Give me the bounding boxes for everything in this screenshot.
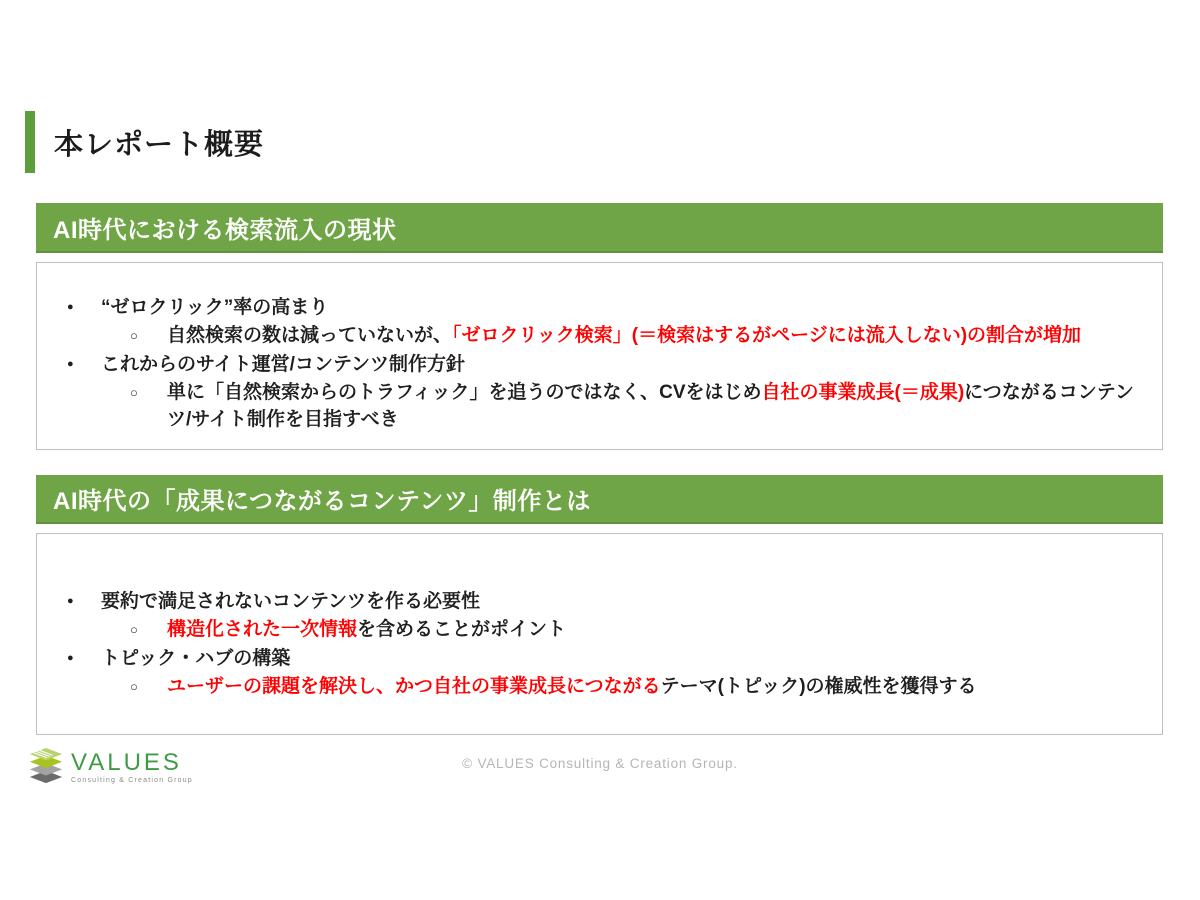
hollow-bullet-icon: ○	[130, 384, 138, 400]
bullet-text: “ゼロクリック”率の高まり	[101, 297, 329, 318]
section-header-label: AI時代の「成果につながるコンテンツ」制作とは	[53, 488, 591, 515]
bullet-list	[37, 534, 1162, 700]
bullet-item	[67, 294, 1142, 322]
bullet-text: トピック・ハブの構築	[101, 648, 291, 669]
bullet-text: 構造化された一次情報を含めることがポイント	[167, 618, 567, 640]
title-block	[25, 111, 264, 173]
bullet-list	[37, 263, 1162, 434]
bullet-text: 自然検索の数は減っていないが、「ゼロクリック検索」(＝検索はするがページには流入しない)の割合が増加	[167, 324, 1082, 346]
hollow-bullet-icon: ○	[130, 678, 138, 694]
sub-bullet-item	[130, 379, 1142, 434]
section-header-label: AI時代における検索流入の現状	[53, 216, 397, 244]
hollow-bullet-icon: ○	[130, 621, 138, 637]
filled-bullet-icon: ●	[67, 301, 74, 313]
bullet-text: 要約で満足されないコンテンツを作る必要性	[101, 591, 481, 612]
bullet-item	[67, 588, 1142, 616]
logo-wordmark: VALUES	[71, 749, 182, 776]
content-box-content-creation	[36, 533, 1163, 735]
section-header-current-state	[36, 203, 1163, 253]
bullet-text: ユーザーの課題を解決し、かつ自社の事業成長につながるテーマ(トピック)の権威性を獲得する	[167, 675, 977, 697]
copyright-text: © VALUES Consulting & Creation Group.	[462, 756, 738, 771]
filled-bullet-icon: ●	[67, 358, 74, 370]
bullet-item	[67, 351, 1142, 379]
filled-bullet-icon: ●	[67, 595, 74, 607]
sub-bullet-item	[130, 616, 1142, 644]
hollow-bullet-icon: ○	[130, 327, 138, 343]
sub-bullet-item	[130, 673, 1142, 701]
bullet-item	[67, 645, 1142, 673]
bullet-text: 単に「自然検索からのトラフィック」を追うのではなく、CVをはじめ自社の事業成長(＝成果)につながるコンテンツ/サイト制作を目指すべき	[167, 381, 1134, 430]
logo-tagline: Consulting & Creation Group	[71, 777, 193, 784]
title-accent-bar	[25, 111, 35, 173]
content-box-current-state	[36, 262, 1163, 450]
sub-bullet-item	[130, 322, 1142, 350]
page-title: 本レポート概要	[54, 128, 265, 161]
bullet-text: これからのサイト運営/コンテンツ制作方針	[101, 354, 465, 375]
filled-bullet-icon: ●	[67, 652, 74, 664]
section-header-content-creation	[36, 475, 1163, 524]
